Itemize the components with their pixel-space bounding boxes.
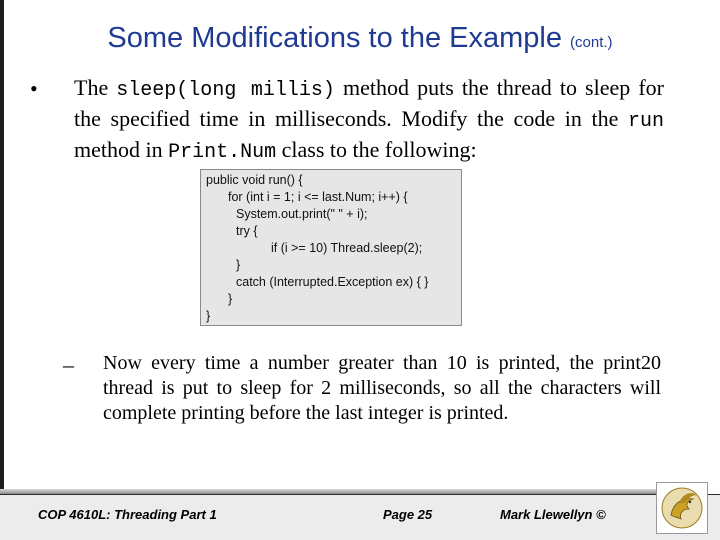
code-run-method: run — [627, 110, 664, 133]
slide-title — [0, 22, 720, 55]
title-subtitle: (cont.) — [570, 34, 613, 51]
code-sleep-method: sleep(long millis) — [116, 79, 335, 102]
footer-course: COP 4610L: Threading Part 1 — [38, 507, 217, 522]
code-line-3: System.out.print(" " + i); — [236, 207, 368, 221]
code-line-6: } — [236, 258, 241, 272]
para-text-1: The — [74, 75, 117, 100]
left-edge-border — [0, 0, 4, 494]
sub-bullet-marker: – — [63, 352, 74, 377]
para-text-4: class to the following: — [276, 137, 477, 162]
code-line-1: public void run() { — [206, 173, 303, 187]
code-line-7: catch (Interrupted.Exception ex) { } — [236, 275, 429, 289]
bullet-paragraph — [74, 74, 664, 167]
sub-bullet-paragraph: Now every time a number greater than 10 is printed, the print20 thread is put to sleep for 2 milliseconds, so all the characters will complete printing before the last integer is printed. — [103, 352, 661, 424]
title-main: Some Modifications to the Example — [107, 22, 562, 54]
footer-page-number: Page 25 — [383, 507, 433, 522]
code-line-9: } — [206, 309, 211, 323]
code-line-2: for (int i = 1; i <= last.Num; i++) { — [228, 190, 408, 204]
code-line-4: try { — [236, 224, 258, 238]
para-text-2: method puts the thread to sleep for the specified time in milliseconds. Modify the code in the — [74, 75, 664, 131]
pegasus-logo-icon — [657, 483, 707, 533]
code-line-8: } — [228, 292, 233, 306]
code-class-name: Print.Num — [168, 141, 277, 164]
ucf-logo — [656, 482, 708, 534]
code-block — [200, 169, 462, 326]
bullet-marker: • — [30, 76, 38, 101]
code-line-5: if (i >= 10) Thread.sleep(2); — [271, 241, 423, 255]
footer-author: Mark Llewellyn © — [500, 507, 606, 522]
para-text-3: method in — [74, 137, 169, 162]
